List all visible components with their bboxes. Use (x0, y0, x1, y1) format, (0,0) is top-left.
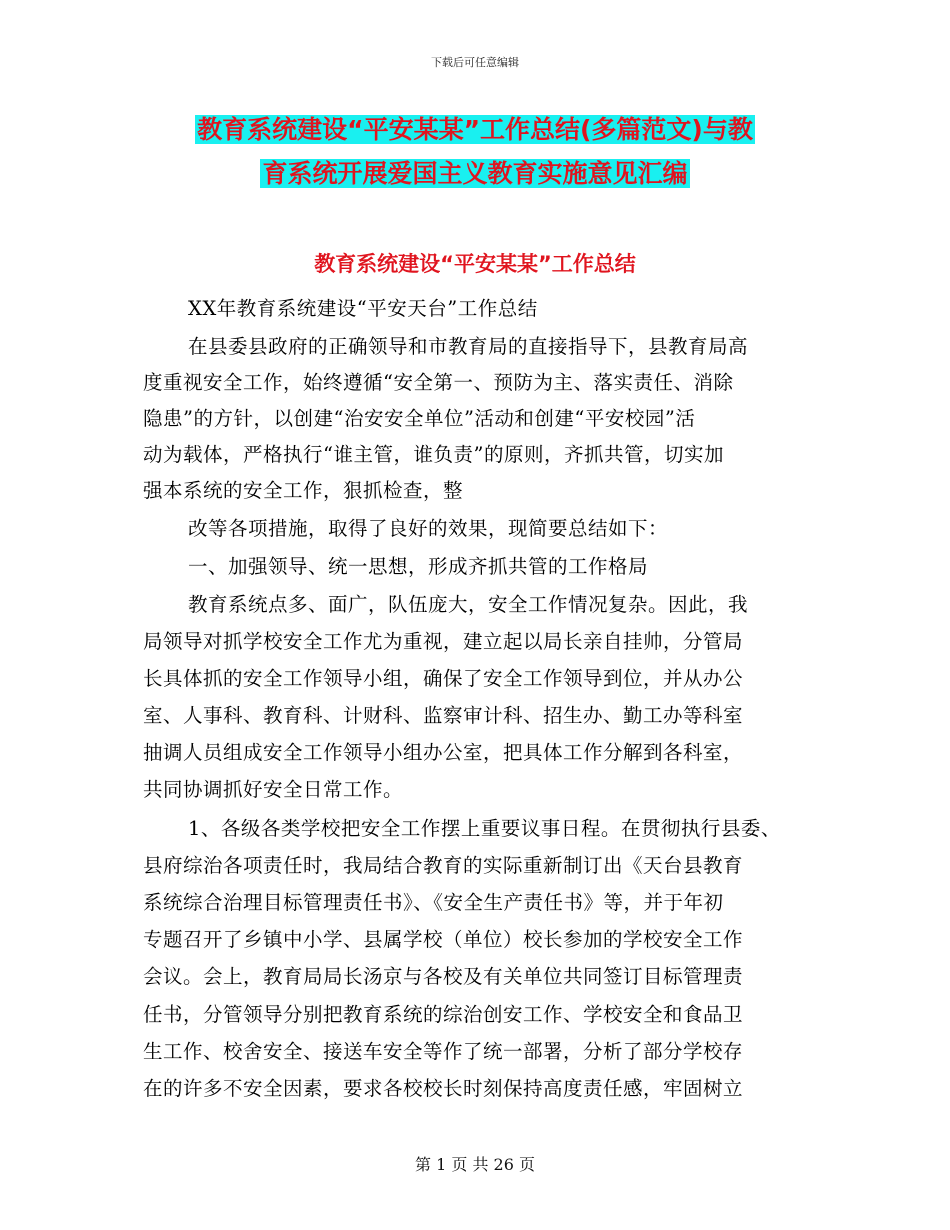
body-line: 会议。会上，教育局局长汤京与各校及有关单位共同签订目标管理责 (143, 965, 744, 988)
body-line: 系统综合治理目标管理责任书》、《安全生产责任书》等，并于年初 (143, 891, 724, 914)
document-title-line-2 (0, 152, 950, 196)
body-line: 专题召开了乡镇中小学、县属学校（单位）校长参加的学校安全工作 (143, 928, 744, 951)
body-line: 教育系统点多、面广，队伍庞大，安全工作情况复杂。因此，我 (188, 593, 749, 616)
title-highlight: 育系统开展爱国主义教育实施意见汇编 (262, 159, 688, 188)
body-line: 改等各项措施，取得了良好的效果，现简要总结如下： (188, 517, 669, 540)
body-line: 隐患”的方针，以创建“治安安全单位”活动和创建“平安校园”活 (143, 407, 696, 430)
body-line: 局领导对抓学校安全工作尤为重视，建立起以局长亲自挂帅，分管局 (143, 630, 744, 653)
page-header-note: 下载后可任意编辑 (431, 56, 519, 69)
body-line: 室、人事科、教育科、计财科、监察审计科、招生办、勤工办等科室 (143, 704, 744, 727)
body-line: XX年教育系统建设“平安天台”工作总结 (188, 297, 538, 320)
body-line: 1、各级各类学校把安全工作摆上重要议事日程。在贯彻执行县委、 (188, 817, 781, 840)
body-line: 县府综治各项责任时，我局结合教育的实际重新制订出《天台县教育 (143, 854, 744, 877)
body-line: 强本系统的安全工作，狠抓检查，整 (143, 479, 464, 502)
body-line: 在县委县政府的正确领导和市教育局的直接指导下，县教育局高 (188, 335, 749, 358)
body-line: 生工作、校舍安全、接送车安全等作了统一部署，分析了部分学校存 (143, 1040, 744, 1063)
body-line: 度重视安全工作，始终遵循“安全第一、预防为主、落实责任、消除 (143, 371, 734, 394)
body-line: 一、加强领导、统一思想，形成齐抓共管的工作格局 (188, 555, 649, 578)
body-line: 在的许多不安全因素，要求各校校长时刻保持高度责任感，牢固树立 (143, 1077, 744, 1100)
body-line: 共同协调抓好安全日常工作。 (143, 778, 404, 801)
title-highlight: 教育系统建设“平安某某”工作总结(多篇范文)与教 (197, 115, 753, 144)
body-line: 长具体抓的安全工作领导小组，确保了安全工作领导到位，并从办公 (143, 667, 744, 690)
document-title-line-1 (0, 108, 950, 152)
page-footer: 第 1 页 共 26 页 (415, 1155, 535, 1174)
body-line: 任书，分管领导分别把教育系统的综治创安工作、学校安全和食品卫 (143, 1003, 744, 1026)
body-line: 抽调人员组成安全工作领导小组办公室，把具体工作分解到各科室， (143, 741, 744, 764)
section-title: 教育系统建设“平安某某”工作总结 (314, 252, 636, 276)
body-line: 动为载体，严格执行“谁主管，谁负责”的原则，齐抓共管，切实加 (143, 443, 724, 466)
